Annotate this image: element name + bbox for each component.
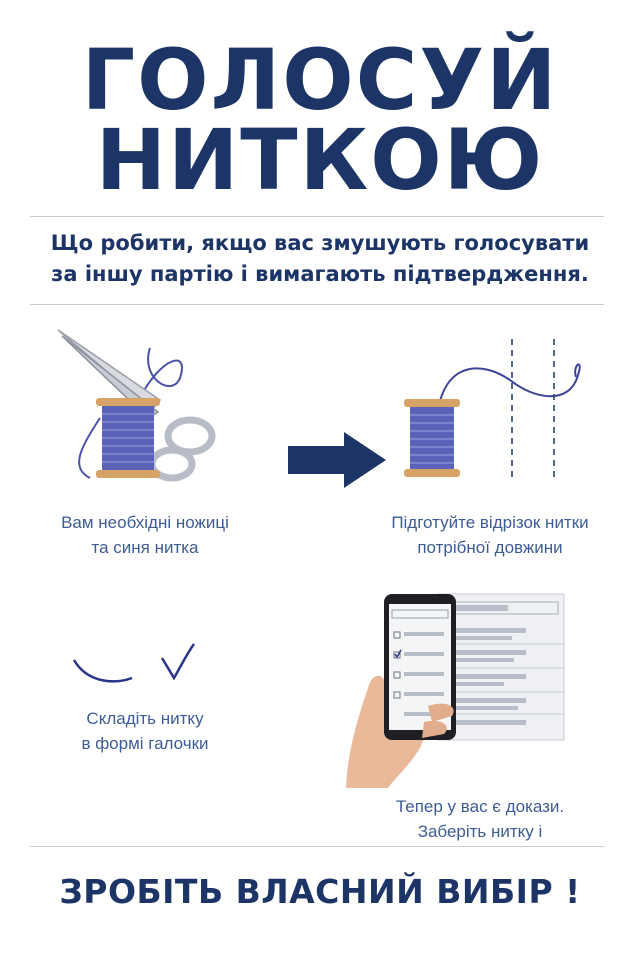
step3-caption [20,706,270,756]
call-to-action: ЗРОБІТЬ ВЛАСНИЙ ВИБІР ! [59,872,581,911]
step4-caption-line2: Заберіть нитку і [417,822,543,841]
step4-caption-line1: Тепер у вас є докази. [395,797,565,816]
step1-caption-line1: Вам необхідні ножиці [61,513,229,532]
poster-subtitle [20,228,620,290]
step3-caption-line2: в формі галочки [81,734,209,753]
poster-title-line1: ГОЛОСУЙ [81,31,559,129]
arrow-right-icon [288,432,388,488]
thread-spool-measure-icon [400,335,590,485]
subtitle-line1: Що робити, якщо вас змушують голосувати [50,231,590,255]
step4-caption [350,794,610,844]
subtitle-line2: за іншу партію і вимагають підтвердження. [51,262,589,286]
step1-caption-line2: та синя нитка [91,538,199,557]
step2-caption [345,510,635,560]
step2-caption-line1: Підготуйте відрізок нитки [391,513,589,532]
bottom-divider [30,846,604,847]
phone-photo-ballot-icon [328,588,568,793]
step1-caption [20,510,270,560]
step2-caption-line2: потрібної довжини [417,538,563,557]
thread-checkmark-icon [70,640,200,690]
mid-divider [30,304,604,305]
poster-title-line2: НИТКОЮ [95,111,545,209]
top-divider [30,216,604,217]
step3-caption-line1: Складіть нитку [86,709,204,728]
scissors-and-spool-icon [40,318,240,488]
